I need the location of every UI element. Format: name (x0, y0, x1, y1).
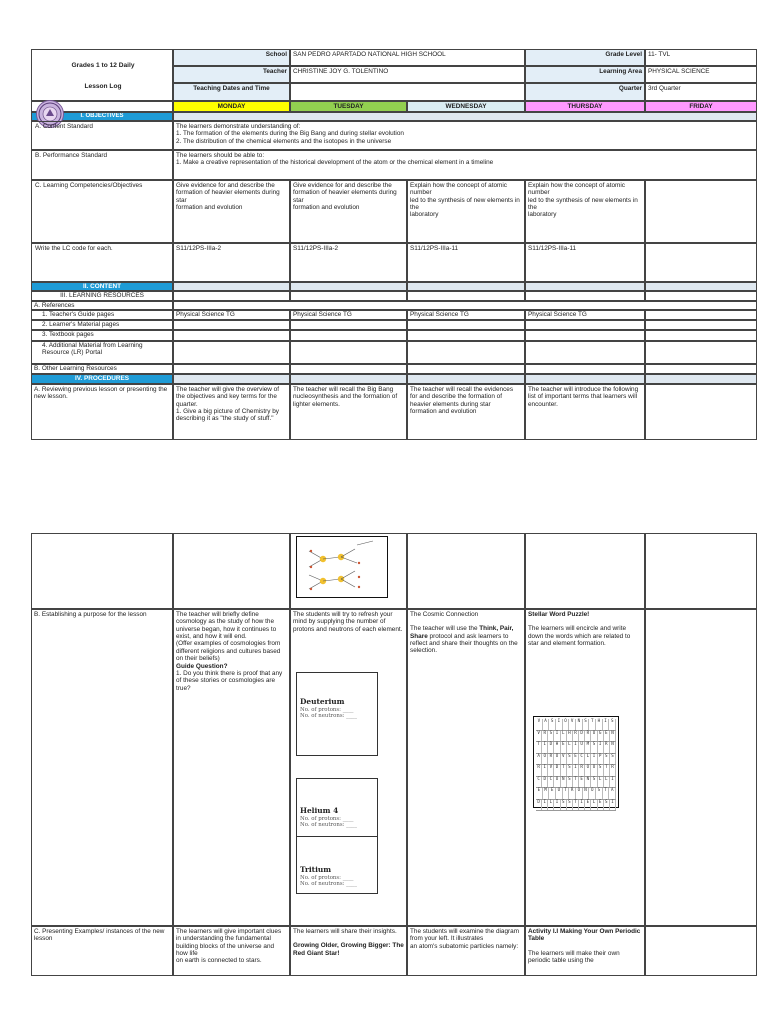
puzzle-letter: E (536, 788, 543, 799)
proc-wed (407, 374, 525, 384)
purpose-mon-guide: Guide Question? (176, 662, 228, 670)
puzzle-letter: O (554, 777, 560, 788)
puzzle-letter: L (585, 754, 591, 765)
other-fri (645, 364, 757, 374)
presenting-tue-text: The learners will share their insights. (293, 928, 397, 935)
log-title-line1: Grades 1 to 12 Daily (71, 62, 135, 69)
lr-portal-label: 4. Additional Material from Learning Resource (LR) Portal (31, 341, 173, 364)
tg-pages-friday (645, 310, 757, 320)
puzzle-letter: M (585, 742, 591, 753)
puzzle-letter: R (579, 765, 585, 776)
purpose-mon-question: 1. Do you think there is proof that any of these stories or cosmologies are true? (176, 669, 283, 692)
day-tuesday: TUESDAY (290, 101, 407, 112)
puzzle-letter: N (585, 777, 591, 788)
review-friday (645, 384, 757, 440)
presenting-thursday (525, 926, 645, 976)
teacher-label: Teacher (173, 66, 290, 83)
puzzle-letter: T (573, 777, 579, 788)
puzzle-letter: S (604, 800, 610, 811)
puzzle-letter: V (536, 731, 542, 742)
resources-fri (645, 291, 757, 301)
quarter-label: Quarter (525, 83, 645, 101)
puzzle-letter: I (554, 731, 560, 742)
deuterium-neutrons: No. of neutrons: ____ (300, 712, 357, 719)
nucleosynthesis-diagram (296, 536, 388, 598)
puzzle-letter: L (567, 742, 573, 753)
puzzle-letter: U (579, 742, 585, 753)
deuterium-card (296, 672, 378, 756)
lm-thu (525, 320, 645, 330)
purpose-wed-pre: The teacher will use the (410, 625, 480, 633)
tb-wed (407, 330, 525, 341)
lm-pages-label: 2. Learner's Material pages (31, 320, 173, 330)
puzzle-letter: I (573, 765, 579, 776)
cont-label (31, 533, 173, 609)
day-thursday: THURSDAY (525, 101, 645, 112)
review-thursday: The teacher will introduce the following list of important terms that learners will encounter. (525, 384, 645, 440)
grade-level-value: 11- TVL (645, 49, 757, 66)
purpose-monday (173, 609, 290, 926)
word-puzzle-rows (536, 719, 616, 811)
puzzle-letter: S (567, 754, 573, 765)
lr-wed (407, 341, 525, 364)
puzzle-letter: H (596, 719, 603, 730)
puzzle-letter: R (569, 788, 576, 799)
puzzle-letter: R (573, 731, 579, 742)
presenting-thu-bold: Activity I.I Making Your Own Periodic Table (528, 928, 641, 943)
puzzle-letter: S (604, 754, 610, 765)
purpose-label: B. Establishing a purpose for the lesson (31, 609, 173, 926)
tritium-neutrons: No. of neutrons: ____ (300, 880, 357, 887)
cont-wed (407, 533, 525, 609)
lc-code-tuesday: S11/12PS-IIIa-2 (290, 243, 407, 282)
puzzle-letter: E (579, 777, 585, 788)
resources-thu (525, 291, 645, 301)
quarter-value: 3rd Quarter (645, 83, 757, 101)
puzzle-letter: R (604, 742, 610, 753)
puzzle-letter: S (549, 719, 556, 730)
puzzle-letter: S (596, 788, 603, 799)
puzzle-row (536, 765, 616, 777)
purpose-thu-text: The learners will encircle and write down the words which are related to star and element formation. (528, 625, 631, 648)
tritium-card (296, 836, 378, 894)
purpose-mon-text: The teacher will briefly define cosmology as the study of how the universe began, how it continues to exist, and how it will end. (Offer examples of cosmologies from different religions and cultures based on their beliefs) (176, 611, 281, 663)
puzzle-row (536, 788, 616, 800)
presenting-label: C. Presenting Examples/ instances of the new lesson (31, 926, 173, 976)
proc-fri (645, 374, 757, 384)
lc-code-wednesday: S11/12PS-IIIa-11 (407, 243, 525, 282)
presenting-friday (645, 926, 757, 976)
purpose-wed-post: protocol and ask learners to reflect and share their thoughts on the selection. (410, 632, 518, 655)
tb-mon (173, 330, 290, 341)
puzzle-letter: I (573, 742, 579, 753)
textbook-pages-label: 3. Textbook pages (31, 330, 173, 341)
performance-standard-label: B. Performance Standard (31, 150, 173, 180)
puzzle-letter: S (567, 765, 573, 776)
puzzle-letter: T (536, 742, 542, 753)
puzzle-letter: D (548, 742, 554, 753)
section-content-thu (525, 282, 645, 291)
puzzle-letter: E (604, 731, 610, 742)
puzzle-letter: N (610, 731, 616, 742)
puzzle-letter: D (579, 731, 585, 742)
puzzle-letter: A (543, 719, 550, 730)
puzzle-letter: T (603, 788, 610, 799)
puzzle-letter: I (542, 742, 548, 753)
purpose-friday (645, 609, 757, 926)
purpose-thursday (525, 609, 645, 926)
day-monday: MONDAY (173, 101, 290, 112)
puzzle-letter: V (569, 719, 576, 730)
review-wednesday: The teacher will recall the evidences for and describe the formation of heavier elements during star formation and evolution (407, 384, 525, 440)
tg-pages-monday: Physical Science TG (173, 310, 290, 320)
tb-fri (645, 330, 757, 341)
puzzle-letter: A (536, 754, 542, 765)
puzzle-letter: C (536, 777, 542, 788)
review-tuesday: The teacher will recall the Big Bang nucleosynthesis and the formation of lighter elements. (290, 384, 407, 440)
lr-fri (645, 341, 757, 364)
teaching-dates-value (290, 83, 525, 101)
puzzle-letter: T (561, 765, 567, 776)
school-value: SAN PEDRO APARTADO NATIONAL HIGH SCHOOL (290, 49, 525, 66)
grade-level-label: Grade Level (525, 49, 645, 66)
puzzle-letter: M (543, 788, 550, 799)
puzzle-letter: C (548, 777, 554, 788)
puzzle-letter: I (554, 800, 560, 811)
presenting-monday: The learners will give important clues in understanding the fundamental building blocks of the universe and how life on earth is connected to stars. (173, 926, 290, 976)
puzzle-letter: O (563, 719, 570, 730)
resources-mon (173, 291, 290, 301)
puzzle-letter: H (567, 731, 573, 742)
puzzle-letter: T (563, 788, 570, 799)
helium4-protons: No. of protons: ____ (300, 815, 354, 822)
content-standard-label: A. Content Standard (31, 121, 173, 150)
tg-pages-thursday: Physical Science TG (525, 310, 645, 320)
section-content-tue (290, 282, 407, 291)
puzzle-letter: I (603, 719, 610, 730)
competency-tuesday: Give evidence for and describe the formation of heavier elements during star formation and evolution (290, 180, 407, 243)
helium4-card-title: Helium 4 (300, 806, 339, 815)
section-content-fri (645, 282, 757, 291)
lc-code-thursday: S11/12PS-IIIa-11 (525, 243, 645, 282)
puzzle-letter: S (567, 777, 573, 788)
performance-standard-text: The learners should be able to: 1. Make a creative representation of the historical development of the atom or the chemical element in a timeline (173, 150, 757, 180)
resources-wed (407, 291, 525, 301)
puzzle-letter: N (610, 742, 616, 753)
puzzle-letter: V (561, 754, 567, 765)
presenting-tuesday (290, 926, 407, 976)
tg-pages-tuesday: Physical Science TG (290, 310, 407, 320)
puzzle-letter: L (604, 777, 610, 788)
puzzle-letter: R (610, 765, 616, 776)
tb-thu (525, 330, 645, 341)
proc-tue (290, 374, 407, 384)
puzzle-letter: N (583, 788, 590, 799)
section-procedures: IV. PROCEDURES (31, 374, 173, 384)
other-mon (173, 364, 290, 374)
lm-mon (173, 320, 290, 330)
puzzle-row (536, 800, 616, 812)
other-wed (407, 364, 525, 374)
puzzle-letter: C (579, 754, 585, 765)
deuterium-protons: No. of protons: ____ (300, 706, 354, 713)
section-resources: III. LEARNING RESOURCES (31, 291, 173, 301)
lm-fri (645, 320, 757, 330)
purpose-tuesday (290, 609, 407, 926)
puzzle-letter: I (610, 800, 616, 811)
puzzle-letter: E (573, 754, 579, 765)
puzzle-row (536, 742, 616, 754)
puzzle-letter: E (598, 800, 604, 811)
puzzle-letter: I (542, 765, 548, 776)
puzzle-letter: R (585, 731, 591, 742)
puzzle-letter: A (609, 788, 616, 799)
proc-mon (173, 374, 290, 384)
other-tue (290, 364, 407, 374)
lr-tue (290, 341, 407, 364)
puzzle-row (536, 719, 616, 731)
puzzle-letter: T (604, 765, 610, 776)
puzzle-letter: E (561, 742, 567, 753)
resources-tue (290, 291, 407, 301)
puzzle-letter: R (542, 731, 548, 742)
lc-code-friday (645, 243, 757, 282)
puzzle-letter: D (536, 800, 542, 811)
puzzle-letter: E (585, 800, 591, 811)
puzzle-letter: R (536, 765, 542, 776)
puzzle-letter: U (556, 788, 563, 799)
cont-fri (645, 533, 757, 609)
log-title-cell (31, 49, 173, 101)
purpose-thu-title: Stellar Word Puzzle! (528, 611, 590, 618)
tb-tue (290, 330, 407, 341)
references-label: A. References (31, 301, 173, 310)
purpose-wed-body (410, 625, 522, 654)
puzzle-letter: I (598, 742, 604, 753)
presenting-wednesday: The students will examine the diagram from your left. It illustrates an atom's subatomic particles namely: (407, 926, 525, 976)
competencies-label: C. Learning Competencies/Objectives (31, 180, 173, 243)
learning-area-value: PHYSICAL SCIENCE (645, 66, 757, 83)
puzzle-letter: V (536, 719, 543, 730)
puzzle-letter: L (598, 777, 604, 788)
review-monday: The teacher will give the overview of the objectives and key terms for the quarter. 1. Give a big picture of Chemistry by describing it as "the study of stuff." (173, 384, 290, 440)
puzzle-letter: S (609, 719, 616, 730)
lr-thu (525, 341, 645, 364)
competency-monday: Give evidence for and describe the formation of heavier elements during star formation and evolution (173, 180, 290, 243)
other-resources-label: B. Other Learning Resources (31, 364, 173, 374)
lc-code-label: Write the LC code for each. (31, 243, 173, 282)
word-puzzle-grid (533, 716, 619, 808)
purpose-wed-bold: Think, Pair, Share (410, 625, 514, 640)
content-standard-text: The learners demonstrate understanding of: 1. The formation of the elements during the Big Bang and during stellar evolution 2. The distribution of the chemical elements and the isotopes in the universe (173, 121, 757, 150)
competency-friday (645, 180, 757, 243)
tg-pages-label: 1. Teacher's Guide pages (31, 310, 173, 320)
puzzle-letter: O (585, 765, 591, 776)
lm-tue (290, 320, 407, 330)
puzzle-letter: T (589, 719, 596, 730)
school-label: School (173, 49, 290, 66)
puzzle-letter: S (548, 731, 554, 742)
deuterium-card-title: Deuterium (300, 697, 345, 706)
puzzle-letter: N (576, 719, 583, 730)
puzzle-letter: O (589, 788, 596, 799)
learning-area-label: Learning Area (525, 66, 645, 83)
tritium-card-title: Tritium (300, 865, 332, 874)
puzzle-letter: P (598, 754, 604, 765)
puzzle-letter: O (591, 765, 597, 776)
other-thu (525, 364, 645, 374)
puzzle-letter: L (548, 800, 554, 811)
teacher-value: CHRISTINE JOY G. TOLENTINO (290, 66, 525, 83)
log-title-line2: Lesson Log (84, 83, 122, 90)
puzzle-letter: L (591, 800, 597, 811)
presenting-thu-text: The learners will make their own periodic table using the (528, 949, 620, 965)
puzzle-letter: S (561, 800, 567, 811)
puzzle-letter: D (554, 765, 560, 776)
puzzle-letter: O (576, 788, 583, 799)
puzzle-letter: O (542, 754, 548, 765)
puzzle-letter: V (548, 765, 554, 776)
purpose-tue-text: The students will try to refresh your mind by supplying the number of protons and neutrons of each element. (293, 611, 403, 633)
puzzle-letter: H (554, 742, 560, 753)
puzzle-letter: O (591, 731, 597, 742)
helium4-neutrons: No. of neutrons: ____ (300, 821, 357, 828)
puzzle-letter: E (549, 788, 556, 799)
teaching-dates-label: Teaching Dates and Time (173, 83, 290, 101)
references-fill (173, 301, 757, 310)
puzzle-letter: I (542, 800, 548, 811)
tg-pages-wednesday: Physical Science TG (407, 310, 525, 320)
puzzle-letter: R (548, 754, 554, 765)
section-content: II. CONTENT (31, 282, 173, 291)
section-content-mon (173, 282, 290, 291)
puzzle-letter: G (598, 731, 604, 742)
review-label: A. Reviewing previous lesson or presenting the new lesson. (31, 384, 173, 440)
puzzle-letter: S (598, 765, 604, 776)
day-wednesday: WEDNESDAY (407, 101, 525, 112)
puzzle-letter: S (591, 742, 597, 753)
puzzle-letter: I (579, 800, 585, 811)
puzzle-letter: I (610, 777, 616, 788)
lm-wed (407, 320, 525, 330)
puzzle-letter: S (583, 719, 590, 730)
purpose-wednesday (407, 609, 525, 926)
section-objectives-fill (173, 112, 757, 121)
proc-thu (525, 374, 645, 384)
cont-thu (525, 533, 645, 609)
puzzle-letter: S (591, 777, 597, 788)
puzzle-letter: I (591, 754, 597, 765)
lr-mon (173, 341, 290, 364)
puzzle-letter: T (573, 800, 579, 811)
section-content-wed (407, 282, 525, 291)
competency-wednesday: Explain how the concept of atomic number led to the synthesis of new elements in the laboratory (407, 180, 525, 243)
purpose-wed-title: The Cosmic Connection (410, 611, 479, 618)
puzzle-letter: S (567, 800, 573, 811)
presenting-tue-bold: Growing Older, Growing Bigger: The Red Giant Star! (293, 942, 404, 957)
puzzle-letter: S (610, 754, 616, 765)
section-objectives: I. OBJECTIVES (31, 112, 173, 121)
cont-mon (173, 533, 290, 609)
puzzle-letter: L (561, 731, 567, 742)
tritium-protons: No. of protons: ____ (300, 874, 354, 881)
puzzle-letter: D (542, 777, 548, 788)
day-friday: FRIDAY (645, 101, 757, 112)
puzzle-letter: O (554, 754, 560, 765)
competency-thursday: Explain how the concept of atomic number led to the synthesis of new elements in the laboratory (525, 180, 645, 243)
cont-tue (290, 533, 407, 609)
puzzle-letter: N (561, 777, 567, 788)
lc-code-monday: S11/12PS-IIIa-2 (173, 243, 290, 282)
puzzle-letter: I (556, 719, 563, 730)
